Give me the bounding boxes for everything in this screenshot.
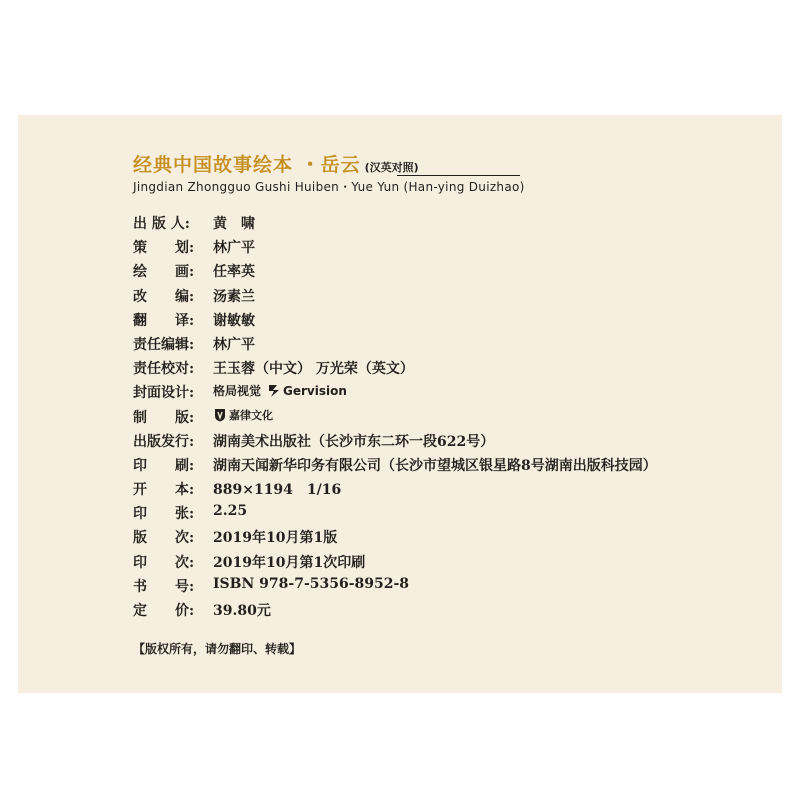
gervision-mark-icon (267, 383, 281, 398)
row-value: 黄 啸 (213, 216, 255, 232)
row-label: 绘 画: (133, 264, 195, 281)
row-value: 39.80元 (213, 603, 271, 619)
plate-making-logo (213, 407, 273, 423)
jialv-shield-icon (213, 408, 227, 422)
row-value: 王玉蓉（中文） 万光荣（英文） (213, 361, 414, 378)
row-label: 封面设计: (133, 385, 195, 402)
row-label: 书 号: (133, 578, 195, 595)
row-value: 林广平 (213, 240, 255, 257)
book-title-pinyin: Jingdian Zhongguo Gushi Huiben・Yue Yun (Han-ying Duizhao) (133, 180, 525, 194)
row-label: 翻 译: (133, 312, 195, 329)
title-underline (397, 175, 520, 176)
row-label: 印 张: (133, 506, 195, 523)
row-label: 策 划: (133, 240, 195, 257)
book-title-chinese (133, 150, 419, 177)
title-zh-text: 经典中国故事绘本 ・岳云 (133, 154, 361, 176)
row-value: 2019年10月第1版 (213, 530, 338, 547)
row-value: 2019年10月第1次印刷 (213, 554, 366, 571)
row-value: 任率英 (213, 264, 255, 281)
cover-design-name: 格局视觉 (213, 384, 262, 399)
row-label: 改 编: (133, 288, 195, 305)
row-label: 出版发行: (133, 433, 195, 450)
row-value: 谢敏敏 (213, 312, 255, 329)
copyright-notice: 【版权所有，请勿翻印、转载】 (133, 642, 302, 656)
cover-design-logo (213, 382, 347, 399)
row-label: 版 次: (133, 530, 195, 547)
plate-making-name: 嘉律文化 (229, 408, 273, 422)
row-value: 889×1194 1/16 (213, 482, 342, 499)
gervision-wordmark: Gervision (283, 383, 347, 398)
row-label: 印 刷: (133, 457, 195, 474)
row-value: ISBN 978-7-5356-8952-8 (213, 575, 410, 592)
row-value: 林广平 (213, 336, 255, 353)
row-label: 开 本: (133, 482, 195, 499)
row-value: 湖南天闻新华印务有限公司（长沙市望城区银星路8号湖南出版科技园） (213, 457, 657, 474)
row-label: 责任校对: (133, 361, 195, 378)
row-value: 2.25 (213, 503, 248, 520)
title-zh-subtitle: (汉英对照) (364, 161, 419, 174)
row-label: 出 版 人: (133, 216, 190, 232)
row-label: 制 版: (133, 409, 195, 426)
row-label: 定 价: (133, 603, 195, 619)
row-label: 责任编辑: (133, 336, 195, 353)
row-value: 湖南美术出版社（长沙市东二环一段622号） (213, 433, 495, 450)
row-label: 印 次: (133, 554, 195, 571)
row-value: 汤素兰 (213, 288, 255, 305)
